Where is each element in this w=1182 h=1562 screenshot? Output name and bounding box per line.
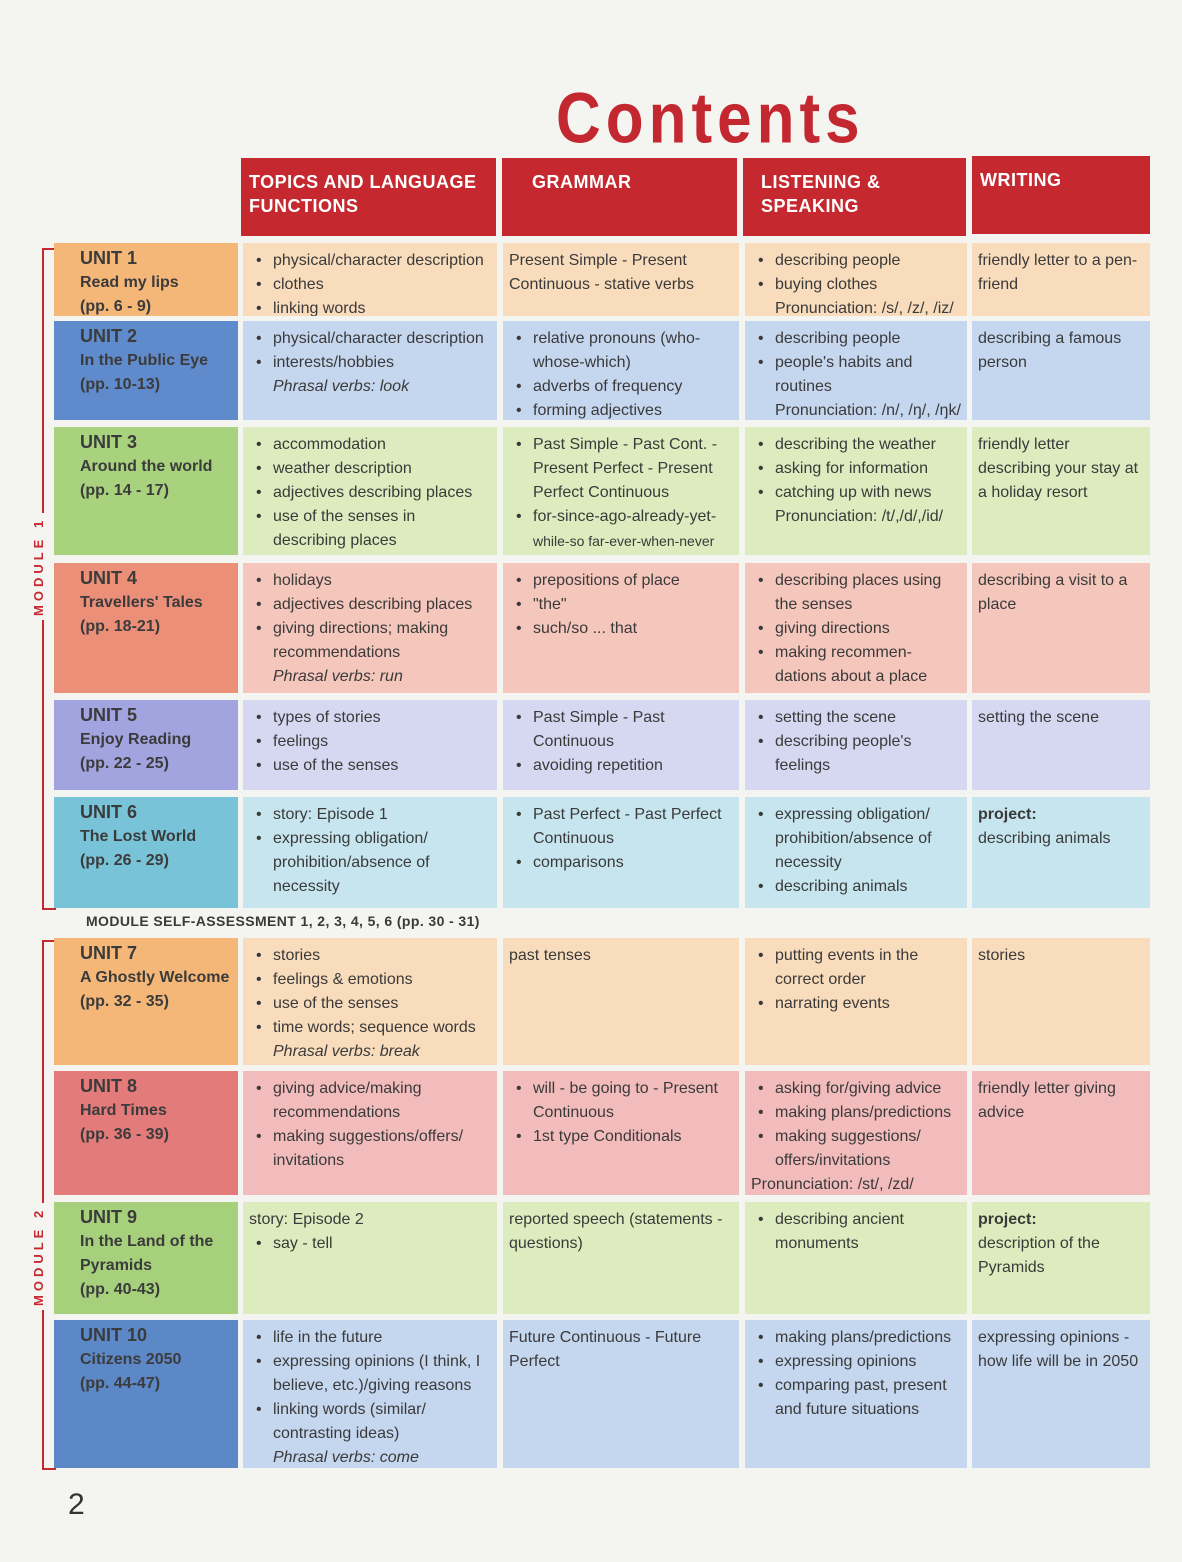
listening-list-item: • describing places using the senses bbox=[751, 569, 961, 617]
unit-title: Read my lips bbox=[80, 274, 179, 291]
grammar-cell-6 bbox=[503, 797, 739, 908]
listening-list-item: • putting events in the correct order bbox=[751, 944, 961, 992]
listening-list bbox=[751, 569, 961, 689]
grammar-cell-5 bbox=[503, 700, 739, 790]
unit-title: Enjoy Reading bbox=[80, 731, 192, 748]
module-1-tick-bottom bbox=[42, 908, 56, 910]
listening-list-item: • making plans/predictions bbox=[751, 1326, 961, 1350]
unit-cell-10 bbox=[54, 1320, 238, 1468]
listening-cell-2 bbox=[745, 321, 967, 420]
writing-text: setting the scene bbox=[978, 709, 1099, 726]
listening-cell-1 bbox=[745, 243, 967, 316]
topics-cell-6 bbox=[243, 797, 497, 908]
grammar-list-item: • for-since-ago-already-yet- bbox=[509, 505, 733, 529]
listening-list-item: • setting the scene bbox=[751, 706, 961, 730]
topics-cell-8 bbox=[243, 1071, 497, 1195]
grammar-list bbox=[509, 433, 733, 529]
grammar-cell-7 bbox=[503, 938, 739, 1065]
grammar-list-item: • "the" bbox=[509, 593, 733, 617]
topics-note: Phrasal verbs: run bbox=[273, 668, 403, 685]
topics-list-item: • time words; sequence words bbox=[249, 1016, 491, 1040]
listening-cell-7 bbox=[745, 938, 967, 1065]
unit-pages: (pp. 40-43) bbox=[80, 1281, 161, 1298]
listening-list-item: • people's habits and routines bbox=[751, 351, 961, 399]
topics-cell-9 bbox=[243, 1202, 497, 1314]
grammar-list-item: • avoiding repetition bbox=[509, 754, 733, 778]
topics-list-item: • holidays bbox=[249, 569, 491, 593]
grammar-list bbox=[509, 569, 733, 641]
unit-title: In the Public Eye bbox=[80, 352, 209, 369]
writing-text: describing a visit to a place bbox=[978, 572, 1128, 613]
unit-title: Citizens 2050 bbox=[80, 1351, 182, 1368]
unit-number: UNIT 10 bbox=[80, 1325, 148, 1345]
writing-text: describing a famous person bbox=[978, 330, 1122, 371]
unit-pages: (pp. 32 - 35) bbox=[80, 993, 169, 1010]
topics-list bbox=[249, 1326, 491, 1446]
topics-list bbox=[249, 1077, 491, 1173]
unit-pages: (pp. 26 - 29) bbox=[80, 852, 169, 869]
topics-list-item: • interests/hobbies bbox=[249, 351, 491, 375]
listening-list-item: • comparing past, present and future situations bbox=[751, 1374, 961, 1422]
topics-list-item: • adjectives describing places bbox=[249, 481, 491, 505]
topics-list-item: • feelings & emotions bbox=[249, 968, 491, 992]
topics-list-item: • use of the senses bbox=[249, 992, 491, 1016]
unit-number: UNIT 5 bbox=[80, 705, 138, 725]
topics-cell-4 bbox=[243, 563, 497, 693]
listening-cell-9 bbox=[745, 1202, 967, 1314]
module-2-label: MODULE 2 bbox=[31, 1203, 46, 1310]
writing-text: friendly letter describing your stay at a holiday resort bbox=[978, 436, 1139, 501]
topics-cell-7 bbox=[243, 938, 497, 1065]
listening-list bbox=[751, 706, 961, 778]
grammar-note: while-so far-ever-when-never bbox=[533, 533, 715, 549]
unit-pages: (pp. 6 - 9) bbox=[80, 298, 152, 315]
header-topics: TOPICS AND LANGUAGE FUNCTIONS bbox=[241, 158, 496, 236]
listening-list bbox=[751, 249, 961, 297]
writing-cell-7 bbox=[972, 938, 1150, 1065]
topics-list-item: • feelings bbox=[249, 730, 491, 754]
grammar-cell-9 bbox=[503, 1202, 739, 1314]
listening-list-item: • making suggestions/ offers/invitations bbox=[751, 1125, 961, 1173]
grammar-list-item: • comparisons bbox=[509, 851, 733, 875]
listening-list-item: • describing people's feelings bbox=[751, 730, 961, 778]
topics-list-item: • stories bbox=[249, 944, 491, 968]
listening-list-item: • making recommen-dations about a place bbox=[751, 641, 961, 689]
writing-cell-1 bbox=[972, 243, 1150, 316]
writing-text: friendly letter to a pen-friend bbox=[978, 252, 1138, 293]
unit-number: UNIT 4 bbox=[80, 568, 138, 588]
listening-cell-6 bbox=[745, 797, 967, 908]
grammar-cell-8 bbox=[503, 1071, 739, 1195]
topics-note: Phrasal verbs: break bbox=[273, 1043, 420, 1060]
unit-title: The Lost World bbox=[80, 828, 197, 845]
topics-list-item: • use of the senses bbox=[249, 754, 491, 778]
page-title: Contents bbox=[556, 79, 865, 159]
unit-title: In the Land of the Pyramids bbox=[80, 1233, 214, 1274]
grammar-cell-4 bbox=[503, 563, 739, 693]
listening-list-item: • expressing opinions bbox=[751, 1350, 961, 1374]
listening-list-item: • catching up with news bbox=[751, 481, 961, 505]
writing-cell-6 bbox=[972, 797, 1150, 908]
listening-list-item: • describing animals bbox=[751, 875, 961, 899]
listening-list bbox=[751, 433, 961, 505]
unit-cell-3 bbox=[54, 427, 238, 555]
topics-list bbox=[249, 944, 491, 1040]
listening-list-item: • buying clothes bbox=[751, 273, 961, 297]
writing-text: description of the Pyramids bbox=[978, 1235, 1100, 1276]
writing-cell-9 bbox=[972, 1202, 1150, 1314]
writing-text: describing animals bbox=[978, 830, 1111, 847]
unit-pages: (pp. 18-21) bbox=[80, 618, 161, 635]
listening-note: Pronunciation: /st/, /zd/ bbox=[751, 1176, 914, 1193]
unit-number: UNIT 9 bbox=[80, 1207, 138, 1227]
unit-cell-7 bbox=[54, 938, 238, 1065]
header-listening: LISTENING & SPEAKING bbox=[743, 158, 966, 236]
topics-list-item: • physical/character description bbox=[249, 327, 491, 351]
listening-cell-5 bbox=[745, 700, 967, 790]
writing-text: friendly letter giving advice bbox=[978, 1080, 1116, 1121]
topics-lead-text: story: Episode 2 bbox=[249, 1211, 364, 1228]
listening-list-item: • asking for/giving advice bbox=[751, 1077, 961, 1101]
unit-cell-4 bbox=[54, 563, 238, 693]
grammar-cell-3 bbox=[503, 427, 739, 555]
listening-list bbox=[751, 1326, 961, 1422]
module-2-tick-bottom bbox=[42, 1468, 56, 1470]
unit-pages: (pp. 22 - 25) bbox=[80, 755, 169, 772]
listening-list-item: • making plans/predictions bbox=[751, 1101, 961, 1125]
listening-cell-10 bbox=[745, 1320, 967, 1468]
listening-list bbox=[751, 1077, 961, 1173]
grammar-lead-text: Future Continuous - Future Perfect bbox=[509, 1329, 702, 1370]
listening-list-item: • describing the weather bbox=[751, 433, 961, 457]
unit-cell-9 bbox=[54, 1202, 238, 1314]
writing-text: stories bbox=[978, 947, 1026, 964]
topics-list bbox=[249, 327, 491, 375]
listening-list bbox=[751, 1208, 961, 1256]
topics-note: Phrasal verbs: come bbox=[273, 1449, 419, 1466]
grammar-list-item: • adverbs of frequency bbox=[509, 375, 733, 399]
topics-list-item: • types of stories bbox=[249, 706, 491, 730]
writing-cell-4 bbox=[972, 563, 1150, 693]
grammar-cell-10 bbox=[503, 1320, 739, 1468]
unit-title: A Ghostly Welcome bbox=[80, 969, 230, 986]
topics-list-item: • giving directions; making recommendations bbox=[249, 617, 491, 665]
listening-cell-8 bbox=[745, 1071, 967, 1195]
topics-list-item: • accommodation bbox=[249, 433, 491, 457]
writing-cell-3 bbox=[972, 427, 1150, 555]
writing-label: project: bbox=[978, 1211, 1037, 1228]
grammar-list bbox=[509, 803, 733, 875]
topics-list-item: • linking words bbox=[249, 297, 491, 316]
unit-title: Around the world bbox=[80, 458, 213, 475]
header-grammar: GRAMMAR bbox=[502, 158, 737, 236]
grammar-list bbox=[509, 1077, 733, 1149]
listening-list-item: • giving directions bbox=[751, 617, 961, 641]
unit-number: UNIT 1 bbox=[80, 248, 138, 268]
unit-pages: (pp. 44-47) bbox=[80, 1375, 161, 1392]
unit-number: UNIT 6 bbox=[80, 802, 138, 822]
topics-cell-1 bbox=[243, 243, 497, 316]
topics-cell-5 bbox=[243, 700, 497, 790]
listening-note: Pronunciation: /s/, /z/, /iz/ bbox=[775, 300, 954, 316]
topics-list-item: • physical/character description bbox=[249, 249, 491, 273]
grammar-cell-1 bbox=[503, 243, 739, 316]
grammar-list-item: • such/so ... that bbox=[509, 617, 733, 641]
unit-cell-5 bbox=[54, 700, 238, 790]
grammar-list-item: • will - be going to - Present Continuous bbox=[509, 1077, 733, 1125]
unit-cell-1 bbox=[54, 243, 238, 316]
unit-cell-6 bbox=[54, 797, 238, 908]
listening-list-item: • asking for information bbox=[751, 457, 961, 481]
topics-list-item: • clothes bbox=[249, 273, 491, 297]
listening-note: Pronunciation: /t/,/d/,/id/ bbox=[775, 508, 944, 525]
topics-list-item: • expressing opinions (I think, I believe, etc.)/giving reasons bbox=[249, 1350, 491, 1398]
unit-pages: (pp. 36 - 39) bbox=[80, 1126, 169, 1143]
topics-cell-3 bbox=[243, 427, 497, 555]
grammar-cell-2 bbox=[503, 321, 739, 420]
topics-list-item: • giving advice/making recommendations bbox=[249, 1077, 491, 1125]
grammar-list-item: • Past Simple - Past Cont. - Present Perfect - Present Perfect Continuous bbox=[509, 433, 733, 505]
topics-cell-10 bbox=[243, 1320, 497, 1468]
listening-list-item: • narrating events bbox=[751, 992, 961, 1016]
topics-list-item: • making suggestions/offers/ invitations bbox=[249, 1125, 491, 1173]
topics-list bbox=[249, 706, 491, 778]
writing-text: expressing opinions - how life will be in 2050 bbox=[978, 1329, 1139, 1370]
unit-number: UNIT 3 bbox=[80, 432, 138, 452]
topics-list bbox=[249, 249, 491, 316]
topics-list-item: • weather description bbox=[249, 457, 491, 481]
topics-list-item: • expressing obligation/ prohibition/absence of necessity bbox=[249, 827, 491, 899]
grammar-lead-text: past tenses bbox=[509, 947, 591, 964]
writing-cell-8 bbox=[972, 1071, 1150, 1195]
unit-pages: (pp. 10-13) bbox=[80, 376, 161, 393]
writing-label: project: bbox=[978, 806, 1037, 823]
listening-list-item: • describing people bbox=[751, 249, 961, 273]
grammar-list bbox=[509, 706, 733, 778]
topics-list bbox=[249, 569, 491, 665]
listening-cell-3 bbox=[745, 427, 967, 555]
grammar-list-item: • forming adjectives bbox=[509, 399, 733, 420]
unit-title: Travellers' Tales bbox=[80, 594, 203, 611]
grammar-lead-text: Present Simple - Present Continuous - stative verbs bbox=[509, 252, 694, 293]
listening-list-item: • describing ancient monuments bbox=[751, 1208, 961, 1256]
unit-cell-8 bbox=[54, 1071, 238, 1195]
grammar-list-item: • Past Simple - Past Continuous bbox=[509, 706, 733, 754]
listening-list-item: • expressing obligation/ prohibition/absence of necessity bbox=[751, 803, 961, 875]
unit-number: UNIT 8 bbox=[80, 1076, 138, 1096]
topics-list-item: • adjectives describing places bbox=[249, 593, 491, 617]
listening-note: Pronunciation: /n/, /ŋ/, /ŋk/ bbox=[775, 402, 961, 419]
grammar-list bbox=[509, 327, 733, 420]
grammar-list-item: • Past Perfect - Past Perfect Continuous bbox=[509, 803, 733, 851]
grammar-list-item: • 1st type Conditionals bbox=[509, 1125, 733, 1149]
topics-list bbox=[249, 803, 491, 899]
grammar-list-item: • relative pronouns (who-whose-which) bbox=[509, 327, 733, 375]
unit-number: UNIT 2 bbox=[80, 326, 138, 346]
module-self-assessment: MODULE SELF-ASSESSMENT 1, 2, 3, 4, 5, 6 (pp. 30 - 31) bbox=[86, 913, 480, 929]
listening-list-item: • describing people bbox=[751, 327, 961, 351]
topics-list-item: • life in the future bbox=[249, 1326, 491, 1350]
listening-list bbox=[751, 327, 961, 399]
listening-list bbox=[751, 803, 961, 899]
topics-note: Phrasal verbs: look bbox=[273, 378, 410, 395]
listening-cell-4 bbox=[745, 563, 967, 693]
grammar-list-item: • prepositions of place bbox=[509, 569, 733, 593]
topics-list bbox=[249, 1232, 491, 1256]
writing-cell-5 bbox=[972, 700, 1150, 790]
topics-list-item: • linking words (similar/ contrasting ideas) bbox=[249, 1398, 491, 1446]
unit-pages: (pp. 14 - 17) bbox=[80, 482, 169, 499]
writing-cell-10 bbox=[972, 1320, 1150, 1468]
module-1-label: MODULE 1 bbox=[31, 513, 46, 620]
unit-title: Hard Times bbox=[80, 1102, 167, 1119]
unit-number: UNIT 7 bbox=[80, 943, 138, 963]
topics-list-item: • use of the senses in describing places bbox=[249, 505, 491, 553]
grammar-lead-text: reported speech (statements - questions) bbox=[509, 1211, 723, 1252]
topics-cell-2 bbox=[243, 321, 497, 420]
topics-list bbox=[249, 433, 491, 553]
topics-list-item: • say - tell bbox=[249, 1232, 491, 1256]
page-number: 2 bbox=[68, 1488, 85, 1521]
unit-cell-2 bbox=[54, 321, 238, 420]
topics-list-item: • story: Episode 1 bbox=[249, 803, 491, 827]
listening-list bbox=[751, 944, 961, 1016]
writing-cell-2 bbox=[972, 321, 1150, 420]
header-writing: WRITING bbox=[972, 156, 1150, 234]
